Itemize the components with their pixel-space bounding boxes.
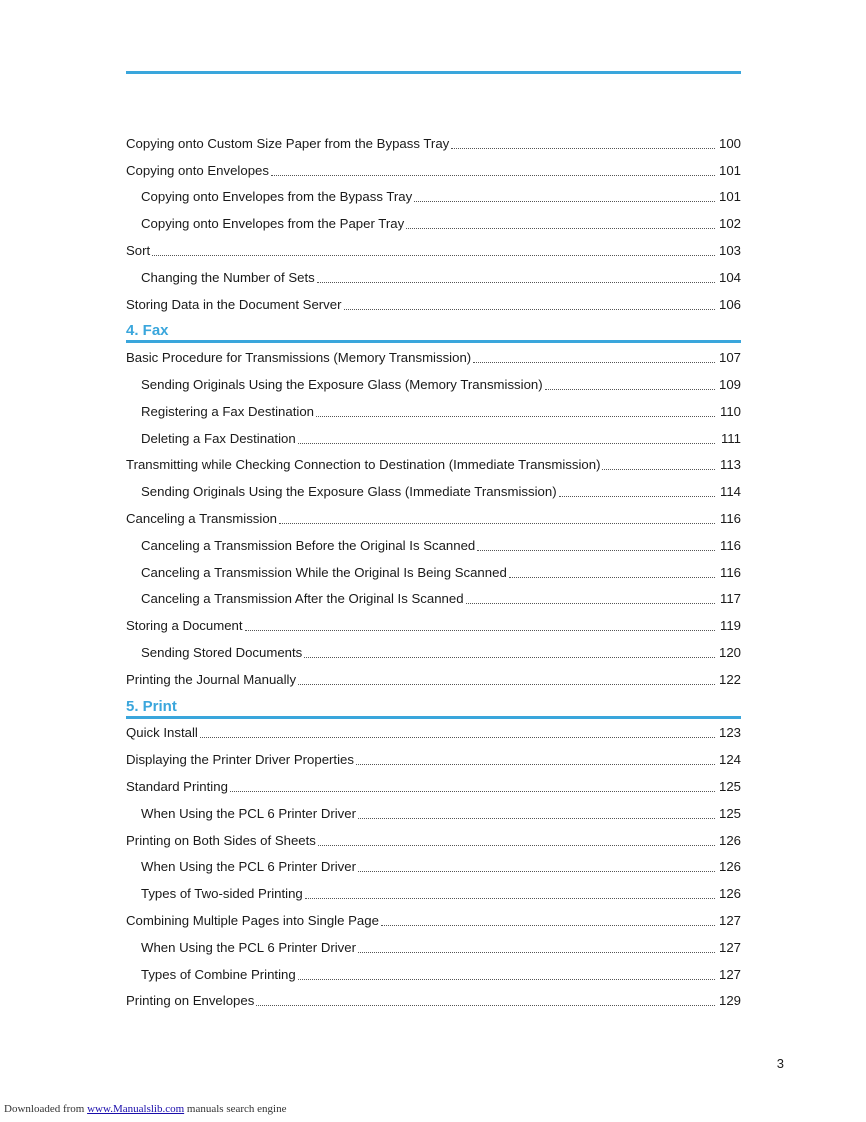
toc-entry[interactable]: [126, 666, 741, 693]
dot-leader: [298, 683, 715, 685]
toc-entry[interactable]: [126, 398, 741, 425]
toc-entry[interactable]: [126, 880, 741, 907]
dot-leader: [200, 736, 715, 738]
dot-leader: [414, 200, 715, 202]
toc-entry-title: Registering a Fax Destination: [141, 403, 314, 419]
dot-leader: [317, 281, 715, 283]
toc-entry-title: Copying onto Envelopes from the Paper Tray: [141, 216, 405, 232]
dot-leader: [152, 254, 715, 256]
toc-entry[interactable]: [126, 907, 741, 934]
toc-entry-page: 106: [718, 296, 741, 312]
toc-entry-page: 110: [719, 403, 741, 419]
dot-leader: [230, 790, 715, 792]
toc-entry[interactable]: [126, 210, 741, 237]
toc-entry-title: Copying onto Envelopes from the Bypass Tray: [141, 189, 413, 205]
dot-leader: [344, 308, 715, 310]
toc-entry-page: 125: [718, 779, 741, 795]
toc-entry-page: 126: [718, 886, 741, 902]
toc-entry-page: 113: [719, 457, 741, 473]
toc-entry-title: Quick Install: [126, 725, 198, 741]
toc-entry-title: When Using the PCL 6 Printer Driver: [141, 939, 356, 955]
toc-entry-title: Copying onto Envelopes: [126, 162, 269, 178]
toc-entry-page: 101: [718, 189, 741, 205]
toc-entry-page: 116: [719, 564, 741, 580]
toc-entry-page: 109: [718, 377, 741, 393]
dot-leader: [245, 629, 715, 631]
toc-entry-page: 120: [718, 645, 741, 661]
toc-entry-page: 117: [719, 591, 741, 607]
toc-entry[interactable]: [126, 746, 741, 773]
toc-entry-page: 124: [718, 752, 741, 768]
dot-leader: [466, 602, 715, 604]
toc-entry[interactable]: [126, 130, 741, 157]
toc-entry-page: 122: [718, 671, 741, 687]
toc-entry[interactable]: [126, 827, 741, 854]
toc-entry-title: Canceling a Transmission Before the Original Is Scanned: [141, 537, 476, 553]
toc-entry-title: When Using the PCL 6 Printer Driver: [141, 859, 356, 875]
toc-entry-title: Sending Originals Using the Exposure Glass (Memory Transmission): [141, 377, 543, 393]
footer-prefix: Downloaded from: [4, 1103, 88, 1115]
chapter-rule: [126, 340, 741, 343]
dot-leader: [559, 495, 715, 497]
dot-leader: [256, 1004, 715, 1006]
toc-entry[interactable]: [126, 237, 741, 264]
toc-entry-title: Copying onto Custom Size Paper from the Bypass Tray: [126, 135, 450, 151]
toc-entry-title: Standard Printing: [126, 779, 228, 795]
dot-leader: [358, 870, 715, 872]
chapter-rule: [126, 716, 741, 719]
table-of-contents: [126, 130, 741, 1014]
toc-entry[interactable]: [126, 586, 741, 613]
toc-entry-title: Storing a Document: [126, 618, 243, 634]
toc-entry-page: 119: [719, 618, 741, 634]
toc-entry-page: 116: [719, 537, 741, 553]
toc-entry-title: Sort: [126, 243, 151, 259]
dot-leader: [545, 388, 715, 390]
toc-entry-title: Transmitting while Checking Connection to Destination (Immediate Transmission): [126, 457, 601, 473]
toc-entry[interactable]: [126, 720, 741, 747]
toc-entry[interactable]: [126, 773, 741, 800]
dot-leader: [358, 817, 715, 819]
toc-entry-title: Canceling a Transmission: [126, 511, 277, 527]
toc-entry-page: 129: [718, 993, 741, 1009]
dot-leader: [298, 442, 715, 444]
toc-entry-page: 123: [718, 725, 741, 741]
manualslib-link[interactable]: www.Manualslib.com: [87, 1103, 185, 1115]
page-number: 3: [776, 1056, 784, 1071]
toc-entry-page: 102: [718, 216, 741, 232]
toc-entry[interactable]: [126, 961, 741, 988]
toc-entry-title: When Using the PCL 6 Printer Driver: [141, 805, 356, 821]
dot-leader: [298, 978, 715, 980]
toc-entry[interactable]: [126, 988, 741, 1015]
dot-leader: [406, 227, 715, 229]
dot-leader: [318, 844, 715, 846]
toc-entry-page: 104: [718, 269, 741, 285]
toc-entry[interactable]: [126, 371, 741, 398]
toc-entry[interactable]: [126, 505, 741, 532]
toc-entry[interactable]: [126, 184, 741, 211]
toc-entry-title: Types of Combine Printing: [141, 966, 296, 982]
toc-entry[interactable]: [126, 344, 741, 371]
toc-entry-title: Canceling a Transmission After the Original Is Scanned: [141, 591, 464, 607]
dot-leader: [304, 656, 715, 658]
toc-entry-page: 125: [718, 805, 741, 821]
toc-entry-page: 127: [718, 939, 741, 955]
header-rule: [126, 71, 741, 74]
dot-leader: [602, 468, 715, 470]
toc-entry-title: Sending Stored Documents: [141, 645, 303, 661]
toc-entry-page: 127: [718, 913, 741, 928]
toc-entry-page: 107: [718, 350, 741, 366]
dot-leader: [316, 415, 715, 417]
toc-entry-title: Combining Multiple Pages into Single Page: [126, 913, 379, 928]
toc-entry-title: Changing the Number of Sets: [141, 269, 315, 285]
toc-entry[interactable]: [126, 612, 741, 639]
toc-entry-title: Basic Procedure for Transmissions (Memory Transmission): [126, 350, 472, 366]
toc-entry[interactable]: [126, 478, 741, 505]
toc-entry-title: Deleting a Fax Destination: [141, 430, 296, 446]
toc-entry-page: 100: [718, 135, 741, 151]
toc-entry[interactable]: [126, 291, 741, 318]
dot-leader: [509, 576, 715, 578]
toc-entry[interactable]: [126, 452, 741, 479]
chapter-heading: [126, 318, 741, 345]
chapter-heading: [126, 693, 741, 720]
toc-entry-page: 101: [718, 162, 741, 178]
toc-entry-title: Types of Two-sided Printing: [141, 886, 303, 902]
toc-entry-title: Printing on Both Sides of Sheets: [126, 832, 316, 848]
dot-leader: [279, 522, 715, 524]
chapter-title: 4. Fax: [126, 322, 169, 340]
toc-entry-page: 114: [719, 484, 741, 500]
toc-entry-page: 126: [718, 832, 741, 848]
chapter-title: 5. Print: [126, 697, 177, 715]
toc-entry-title: Printing the Journal Manually: [126, 671, 297, 687]
toc-entry-page: 127: [718, 966, 741, 982]
toc-entry-title: Storing Data in the Document Server: [126, 296, 342, 312]
dot-leader: [381, 924, 715, 926]
dot-leader: [271, 174, 715, 176]
toc-entry[interactable]: [126, 532, 741, 559]
toc-entry-page: 111: [720, 430, 741, 446]
toc-entry-page: 126: [718, 859, 741, 875]
dot-leader: [305, 897, 715, 899]
toc-entry-title: Canceling a Transmission While the Original Is Being Scanned: [141, 564, 507, 580]
download-footer: [4, 1103, 286, 1115]
toc-entry-title: Displaying the Printer Driver Properties: [126, 752, 354, 768]
toc-entry[interactable]: [126, 157, 741, 184]
footer-suffix: manuals search engine: [184, 1103, 287, 1115]
toc-entry[interactable]: [126, 559, 741, 586]
toc-entry-title: Printing on Envelopes: [126, 993, 255, 1009]
toc-entry[interactable]: [126, 639, 741, 666]
toc-entry[interactable]: [126, 800, 741, 827]
toc-entry-page: 103: [718, 243, 741, 259]
dot-leader: [477, 549, 715, 551]
toc-entry-title: Sending Originals Using the Exposure Glass (Immediate Transmission): [141, 484, 557, 500]
dot-leader: [473, 361, 715, 363]
toc-entry[interactable]: [126, 264, 741, 291]
dot-leader: [358, 951, 715, 953]
toc-entry-page: 116: [719, 511, 741, 527]
toc-entry[interactable]: [126, 854, 741, 881]
toc-entry[interactable]: [126, 425, 741, 452]
dot-leader: [356, 763, 715, 765]
toc-entry[interactable]: [126, 934, 741, 961]
dot-leader: [451, 147, 715, 149]
